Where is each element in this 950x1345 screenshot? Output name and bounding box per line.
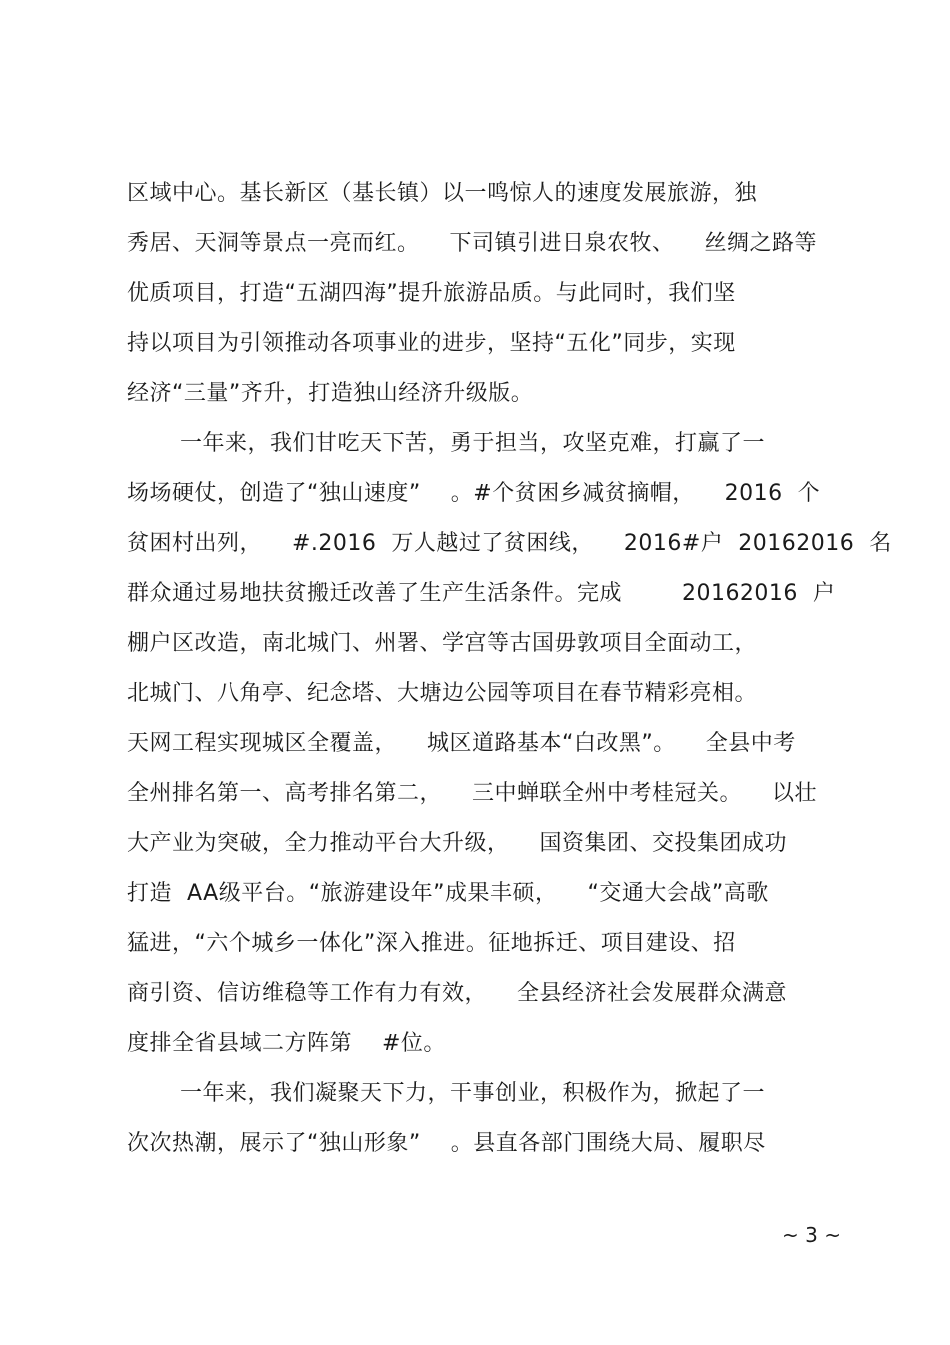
paragraph-first-line: 一年来，我们凝聚天下力，干事创业，积极作为，掀起了一 [180, 1081, 766, 1106]
text-line: 次次热潮，展示了“独山形象” 。县直各部门围绕大局、履职尽 [127, 1131, 766, 1156]
text-line: 秀居、天洞等景点一亮而红。 下司镇引进日泉农牧、 丝绸之路等 [127, 231, 817, 256]
page-number: ~ 3 ~ [782, 1223, 841, 1247]
text-line: 度排全省县域二方阵第 #位。 [127, 1031, 446, 1056]
paragraph-first-line: 一年来，我们甘吃天下苦，勇于担当，攻坚克难，打赢了一 [180, 431, 766, 456]
text-line: 贫困村出列， #.2016 万人越过了贫困线， 2016#户 20162016 名 [127, 531, 892, 556]
text-line: 打造 AA级平台。“旅游建设年”成果丰硕， “交通大会战”高歌 [127, 881, 769, 906]
text-line: 大产业为突破，全力推动平台大升级， 国资集团、交投集团成功 [127, 831, 787, 856]
text-line: 持以项目为引领推动各项事业的进步，坚持“五化”同步，实现 [127, 331, 736, 356]
text-line: 棚户区改造，南北城门、州署、学宫等古国毋敦项目全面动工， [127, 631, 758, 656]
text-line: 商引资、信访维稳等工作有力有效， 全县经济社会发展群众满意 [127, 981, 787, 1006]
text-line: 全州排名第一、高考排名第二， 三中蝉联全州中考桂冠关。 以壮 [127, 781, 817, 806]
text-line: 区域中心。基长新区（基长镇）以一鸣惊人的速度发展旅游，独 [127, 181, 758, 206]
text-line: 场场硬仗，创造了“独山速度” 。#个贫困乡减贫摘帽， 2016 个 [127, 481, 821, 506]
text-line: 猛进，“六个城乡一体化”深入推进。征地拆迁、项目建设、招 [127, 931, 736, 956]
text-line: 天网工程实现城区全覆盖， 城区道路基本“白改黑”。 全县中考 [127, 731, 796, 756]
text-line: 优质项目，打造“五湖四海”提升旅游品质。与此同时，我们坚 [127, 281, 736, 306]
text-line: 群众通过易地扶贫搬迁改善了生产生活条件。完成 20162016 户 [127, 581, 836, 606]
text-line: 北城门、八角亭、纪念塔、大塘边公园等项目在春节精彩亮相。 [127, 681, 758, 706]
text-line: 经济“三量”齐升，打造独山经济升级版。 [127, 381, 534, 406]
